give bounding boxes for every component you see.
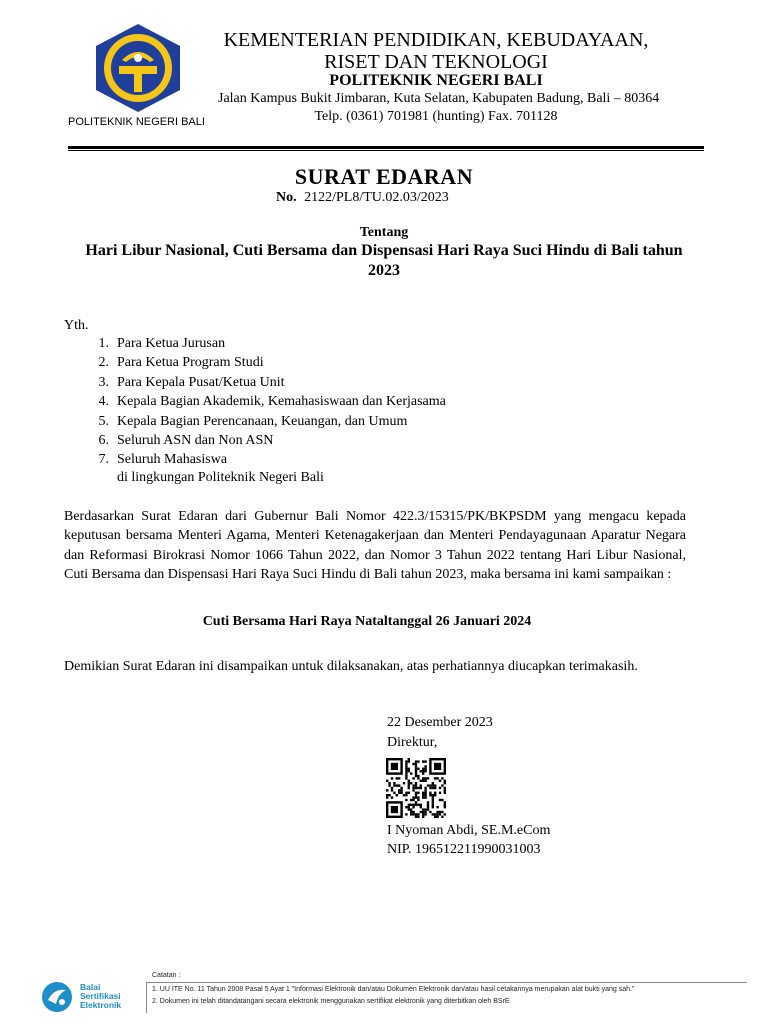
recipient-number: 1. [98,336,109,351]
recipient-text: Seluruh Mahasiswa [117,452,228,468]
recipient-text: Para Kepala Pusat/Ketua Unit [117,374,285,390]
bsre-line2: Sertifikasi [80,991,121,1001]
recipient-item [64,431,446,450]
closing-paragraph: Demikian Surat Edaran ini disampaikan untuk dilaksanakan, atas perhatiannya diucapkan terimakasih. [64,659,638,674]
bsre-name [80,983,121,1010]
recipient-item [64,392,446,411]
bsre-logo-icon [40,980,74,1014]
logo-caption: POLITEKNIK NEGERI BALI [68,116,205,128]
bsre-line3: Elektronik [80,1000,122,1010]
recipient-environment: di lingkungan Politeknik Negeri Bali [117,470,324,485]
letter-number-label: No. [276,190,297,205]
recipient-text: Para Ketua Program Studi [117,355,264,371]
body-paragraph: Berdasarkan Surat Edaran dari Gubernur Bali Nomor 422.3/15315/PK/BKPSDM yang mengacu kepada keputusan bersama Menteri Agama, Menteri Ketenagakerjaan dan Menteri Pendayagunaan Aparatur Negara dan Reformasi Birokrasi Nomor 1066 Tahun 2022, dan Nomor 3 Tahun 2022 tentang Hari Libur Nasional, Cuti Bersama dan Dispensasi Hari Raya Suci Hindu di Bali tahun 2023, maka bersama ini kami sampaikan : [64,509,686,582]
recipient-item [64,334,446,353]
recipient-number: 3. [98,374,109,390]
recipient-text: Kepala Bagian Perencanaan, Keuangan, dan Umum [117,413,408,429]
institution-name: POLITEKNIK NEGERI BALI [329,72,543,89]
footer-note-title: Catatan : [152,972,181,979]
institution-phone: Telp. (0361) 701981 (hunting) Fax. 701128 [314,109,558,124]
signer-nip: NIP. 196512211990031003 [387,842,541,857]
recipient-number: 4. [98,394,109,410]
recipient-text: Seluruh ASN dan Non ASN [117,432,274,448]
recipient-item [64,353,446,372]
institution-address: Jalan Kampus Bukit Jimbaran, Kuta Selatan, Kabupaten Badung, Bali – 80364 [218,91,660,106]
bsre-line1: Balai [80,982,101,992]
recipient-list [64,334,446,470]
qr-code-icon [386,758,446,818]
institution-logo [92,22,184,114]
recipient-item [64,412,446,431]
signer-name: I Nyoman Abdi, SE.M.eCom [387,823,551,838]
salutation: Yth. [64,318,89,333]
ministry-name-line1: KEMENTERIAN PENDIDIKAN, KEBUDAYAAN, [223,29,649,51]
recipient-item [64,450,446,469]
footer-note-1: 1. UU ITE No. 11 Tahun 2008 Pasal 5 Ayat 1 "Informasi Elektronik dan/atau Dokumen Elektronik dan/atau hasil cetakannya merupakan alat bukti yang sah." [152,986,635,993]
ministry-name-line2: RISET DAN TEKNOLOGI [324,51,548,73]
signature-date: 22 Desember 2023 [387,715,493,730]
recipient-number: 2. [98,355,109,371]
signer-position: Direktur, [387,735,438,750]
leave-announcement: Cuti Bersama Hari Raya Nataltanggal 26 Januari 2024 [202,614,532,629]
letter-number-value: 2122/PL8/TU.02.03/2023 [304,190,449,205]
recipient-text: Kepala Bagian Akademik, Kemahasiswaan dan Kerjasama [117,394,446,410]
recipient-number: 7. [98,452,109,468]
recipient-number: 6. [98,432,109,448]
letter-subject: Hari Libur Nasional, Cuti Bersama dan Dispensasi Hari Raya Suci Hindu di Bali tahun 2023 [85,242,683,279]
footer-note-2: 2. Dokumen ini telah ditandatangani secara elektronik menggunakan sertifikat elektronik yang diterbitkan oleh BSrE [152,998,510,1005]
recipient-text: Para Ketua Jurusan [117,336,226,351]
letter-title: SURAT EDARAN [294,164,474,189]
header-divider [68,146,704,149]
header-divider-thin [68,150,704,151]
pnb-shield-logo-icon [92,22,184,114]
about-label: Tentang [359,225,409,240]
letter-number [276,190,449,206]
recipient-number: 5. [98,413,109,429]
recipient-item [64,373,446,392]
